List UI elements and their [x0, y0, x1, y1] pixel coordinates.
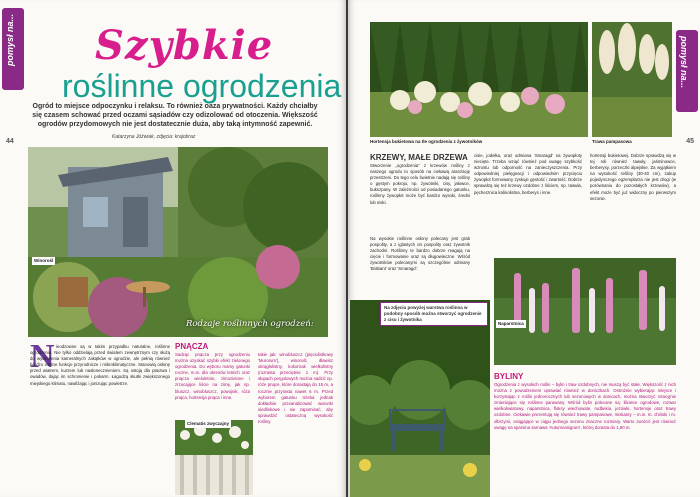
- byliny-heading: BYLINY: [494, 372, 524, 381]
- hydrangea-caption: Hortensja bukietowa na tle ogrodzenia z żywotników: [370, 139, 483, 144]
- krzewy-column-1: Stworzenie „ogrodzenia” z krzewów rośliny z naszego ogrodu to sposób na ciekawą aranżację przestrzeni. Do tego celu świetnie nadają się rośliny o gęstym pokroju, np. żywotniki, cisy, jałowce, bukszpany. W zależności od posiadanego gatunku, roślinny żywopłot może być bardzo wysoki, średni lub niski.: [370, 163, 470, 205]
- author-credit: Katarzyna Jóźwiak, zdjęcia: krajobraz: [112, 134, 196, 140]
- clematis-caption: Clematis zwyczajny: [187, 421, 230, 426]
- pnacza-column-2: takie jak: winobluszcz (pięciolistkowy 'Murorum'), winorośl, dławisz okrągłolistny, kokornak wielkolistny (rozrasta przeciętnie 1 m). Przy słupach pergolowych można sadzić np. róże pnące, które dorastają do 15 m, a rocznie przyrasta nawet 6 m. Przed wyborem gatunku trzeba jednak dokładnie przeanalizować warunki siedliskowe i nie zapominać, aby sprawdzić ostateczną wysokość rośliny.: [258, 352, 333, 425]
- garden-bench-photo: [350, 300, 490, 497]
- lead-paragraph: Ogród to miejsce odpoczynku i relaksu. To również oaza prywatności. Każdy chciałby się czasem schować przed oczami sąsiadów czy odizolować od otoczenia. Większość ogrodów przydomowych nie jest dostatecznie duża, aby taką intymność zapewnić.: [32, 103, 318, 128]
- section-tab-left: pomysł na...: [2, 8, 24, 90]
- left-page: [0, 0, 346, 497]
- krzewy-column-3: hortensji bukietowej. Dobrze sprawdzą się w tej roli również tawuły, jaśminowce, berberysy, porzeczki alpejskie. Za wyjątkiem na wysokość rośliny (30-40 cm), zakup pojedynczego egzemplarza nie jest drogi (w porównaniu do pozostałych krzewów), a efekt może być już widoczny po pierwszym sezonie.: [590, 153, 676, 201]
- right-page: [348, 0, 700, 497]
- krzewy-column-1b: Na wysokie roślinne osłony polecany jest grab pospolity, a z iglastych cis pospolity oraz żywotnik zachodni. Roślinny te bardzo dobrze reagują na cięcie i formowanie oraz są długowieczne. Wśród żywotników polecanymi są szczególnie odmiany 'Brabant' oraz 'Smaragd'.: [370, 236, 470, 272]
- garden-shed-photo: [28, 147, 328, 337]
- pnacza-column-1: Sadząc pnącza przy ogrodzeniu można uzyskać szybki efekt zielonego ogrodzenia. Do wyboru mamy gatunki roczne, m.in. dla okresów letnich oraz pnącza wieloletnie, zimozielone i zrzucające liście na zimę, jak np. bluszcz, winobluszcz, powojnik, róża pnąca, hortensja pnąca i inne.: [175, 352, 250, 400]
- krzewy-heading: KRZEWY, MAŁE DRZEWA: [370, 153, 468, 162]
- pampas-grass-photo: [592, 22, 672, 137]
- byliny-paragraph: Ogrodzenia z wysokich roślin – bylin i traw ozdobnych, nie muszą być stałe. Większość z nich można z powodzeniem uprawiać również w doniczkach. Ostrożnie wybierając miejsce i korzystając z roślin jednorocznych lub sezonowych w donicach, można stworzyć rotacyjnie zmieniające się roślinne parawany. Wśród bylin polecane są: liliowce ogrodowe, rozwar wielkokwiatowy, naparstnica, floksy wiechowate, rudbekia, jeżówki, hortensje oraz trawy ozdobne. Ciekawie prezentują się również trawy pampasowe, miskanty – m.in. m. chiński i m. olbrzymi, osiągające w ciągu jednego sezonu znaczne rozmiary. Warto zwrócić jest również uwagę na sparsina sarnawa 'Autumnanigrum', której dorasta do 1,80 m.: [494, 382, 676, 430]
- photo-overlay-caption: Rodzaje roślinnych ogrodzeń:: [186, 319, 314, 329]
- foxglove-photo: [494, 258, 676, 365]
- section-tab-right: pomysł na...: [676, 30, 698, 112]
- page-number-left: 44: [6, 138, 14, 145]
- hydrangea-hedge-photo: [370, 22, 588, 137]
- drop-cap: N: [30, 338, 55, 375]
- vine-label: Winorośl: [34, 258, 54, 263]
- pnacza-heading: PNĄCZA: [175, 342, 209, 351]
- intro-paragraph: ieodzowne są w takim przypadku naturalne, roślinne ogrodzenia. Nie tylko oddzielają przed światem zewnętrznym czy służą do wydzielenia kameralnych zakątków w ogrodzie, ale pełnią również bardzo istotne funkcje przyrodnicze i mikroklimatyczne. Stanowią osłonę przed wiatrem, kurzem lub nasłonecznieniem. Są ostoją dla ptactwa i owadów, dając im schronienie i pokarm. Łagodzą skutki zwiększonego miejskiego klimatu, nawilżając i jonizując powietrze.: [30, 344, 170, 386]
- bench-caption: Na zdjęciu powyżej warstwa roślinna w podobny sposób można stworzyć ogrodzenie z cisu i żywotnika: [380, 302, 488, 326]
- pampas-caption: Trawa pampasowa: [592, 139, 632, 144]
- title-line-1: Szybkie: [95, 22, 274, 69]
- clematis-photo: [175, 420, 253, 495]
- krzewy-column-2: cisie, jodełka, oraz odmiana 'Smaragd' na żywopłoty niecięte. Trzeba wziąć również pod uwagę szybkość wzrostu lub odporność na zanieczyszczenia. Przy odpowiedniej pielęgnacji i odpowiednim przycięciu żywopłot formowany zyskuje gęstość i zwartość. Dobrze sprawdzą się też krzewy ozdobne z liściem, np. tawuła, pęcherznica kalinolistna, berberys i inne.: [474, 153, 582, 195]
- page-number-right: 45: [686, 138, 694, 145]
- foxglove-caption: Naparstnica: [498, 321, 524, 326]
- title-line-2: roślinne ogrodzenia: [62, 68, 342, 104]
